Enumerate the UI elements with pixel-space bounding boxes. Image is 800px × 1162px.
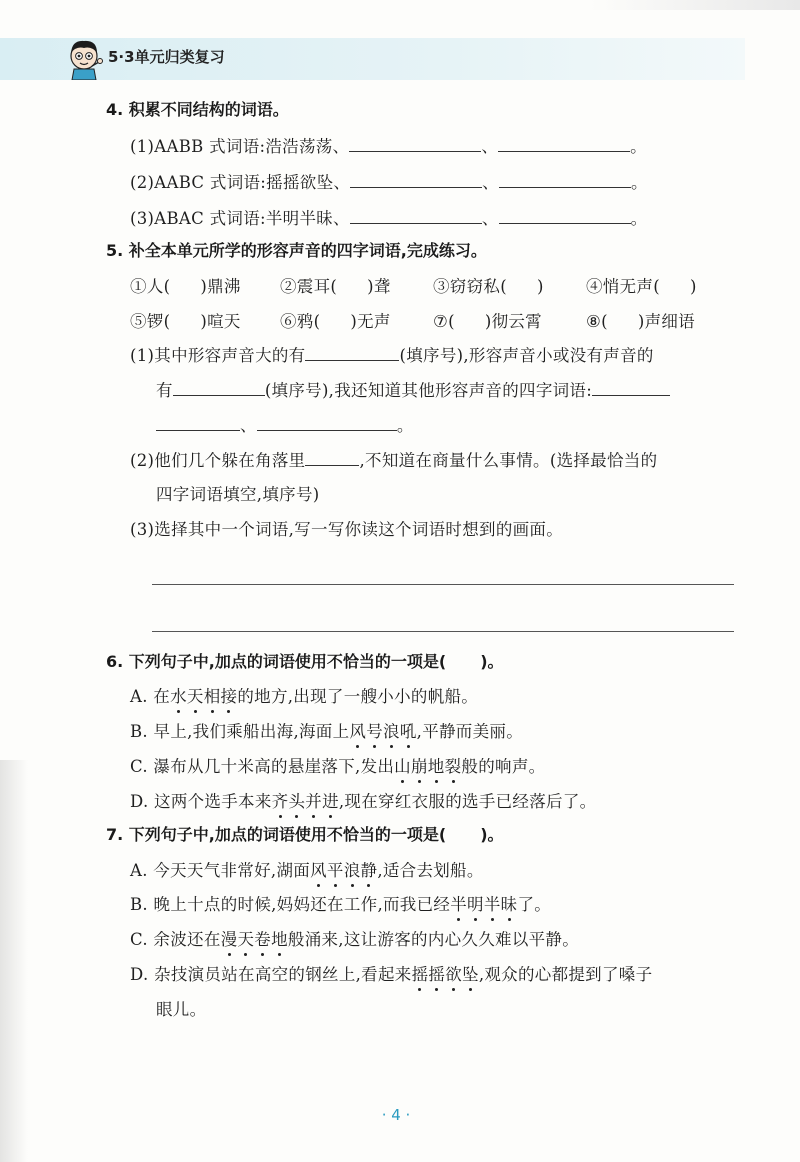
q5-sub1-blank-other-c[interactable] (257, 416, 397, 431)
dotted-char: 半 (450, 891, 467, 915)
q7-option-d-post: ,观众的心都提到了嗓子 (478, 965, 653, 984)
q7-option-b-dotted (450, 895, 517, 914)
q4-title: 4. 积累不同结构的词语。 (106, 100, 289, 119)
q5-sub1-blank-quiet[interactable] (173, 381, 265, 396)
dotted-char: 浪 (344, 857, 361, 881)
q4-item-1-blank-b[interactable] (498, 137, 630, 152)
q6-option-a-post: 的地方,出现了一艘小小的帆船。 (237, 687, 479, 706)
q5-sub2-b: ,不知道在商量什么事情。(选择最恰当的 (359, 451, 658, 470)
dotted-char: 相 (204, 683, 221, 707)
q6-option-d-pre: D. 这两个选手本来 (130, 792, 272, 811)
q5-sub1-blank-loud[interactable] (305, 346, 399, 361)
q4-item-1 (130, 133, 647, 157)
q5-sub1-b: (填序号),形容声音小或没有声音的 (399, 346, 654, 365)
q5-sub3-answer-line-1[interactable] (152, 584, 734, 585)
q6-option-a[interactable] (130, 683, 478, 707)
q5-word-2-a: ②震耳( (280, 277, 338, 296)
dotted-char: 平 (327, 857, 344, 881)
q4-item-1-sep: 、 (481, 137, 499, 156)
q5-word-5 (130, 308, 241, 332)
dotted-char: 风 (310, 857, 327, 881)
q5-word-5-a: ⑤锣( (130, 312, 171, 331)
q4-item-2-blank-b[interactable] (499, 173, 631, 188)
header-title: 5·3单元归类复习 (108, 48, 225, 66)
dotted-char: 天 (237, 926, 254, 950)
q7-option-a-dotted (310, 861, 377, 880)
q5-word-3 (433, 273, 544, 297)
dotted-char: 崩 (411, 753, 428, 777)
q6-option-d-post: ,现在穿红衣服的选手已经落后了。 (338, 792, 597, 811)
q4-item-2-blank-a[interactable] (350, 173, 482, 188)
q5-word-5-b: )喧天 (200, 312, 241, 331)
q6-option-c-post: 般的响声。 (461, 757, 546, 776)
q5-word-7-b: )彻云霄 (484, 312, 542, 331)
q5-sub1-d: (填序号),我还知道其他形容声音的四字词语: (264, 381, 593, 400)
q5-sub3: (3)选择其中一个词语,写一写你读这个词语时想到的画面。 (130, 520, 564, 539)
q6-option-b-dotted (349, 722, 416, 741)
q5-sub2-blank[interactable] (305, 451, 359, 466)
q7-option-c[interactable] (130, 926, 579, 950)
dotted-char: 天 (187, 683, 204, 707)
q5-sub1-sep: 、 (240, 416, 257, 435)
q5-word-4-b: ) (689, 277, 697, 296)
dotted-char: 地 (271, 926, 288, 950)
q6-option-c-pre: C. 瀑布从几十米高的悬崖落下,发出 (130, 757, 395, 776)
q5-sub1-end: 。 (396, 416, 414, 435)
q6-option-d-dotted (272, 792, 339, 811)
q5-word-1-b: )鼎沸 (200, 277, 241, 296)
dotted-char: 欲 (445, 961, 462, 985)
q7-option-a-post: ,适合去划船。 (377, 861, 484, 880)
dotted-char: 明 (467, 891, 484, 915)
q7-option-b-post: 了。 (517, 895, 552, 914)
q5-word-3-a: ③窃窃私( (433, 277, 507, 296)
q6-option-b[interactable] (130, 718, 523, 742)
q7-title-text: 7. 下列句子中,加点的词语使用不恰当的一项是( (106, 825, 447, 844)
q4-item-3 (130, 205, 647, 229)
q4-item-3-end: 。 (630, 209, 648, 228)
q7-title-end: )。 (480, 825, 504, 844)
dotted-char: 浪 (383, 718, 400, 742)
page-edge-shadow (0, 760, 28, 1162)
q5-word-8-a: ⑧( (586, 312, 608, 331)
q5-sub2-line2: 四字词语填空,填序号) (156, 485, 320, 504)
dotted-char: 静 (361, 857, 378, 881)
q6-option-b-pre: B. 早上,我们乘船出海,海面上 (130, 722, 350, 741)
mascot-boy-icon (62, 36, 106, 80)
q5-word-3-b: ) (536, 277, 544, 296)
dotted-char: 山 (394, 753, 411, 777)
dotted-char: 号 (366, 718, 383, 742)
dotted-char: 裂 (445, 753, 462, 777)
q6-title-text: 6. 下列句子中,加点的词语使用不恰当的一项是( (106, 652, 447, 671)
q7-option-d-pre: D. 杂技演员站在高空的钢丝上,看起来 (130, 965, 412, 984)
q4-item-3-blank-b[interactable] (499, 209, 631, 224)
q5-word-4-a: ④悄无声( (586, 277, 660, 296)
q4-item-2-sep: 、 (482, 173, 499, 192)
q5-sub1-line2 (156, 377, 670, 401)
q5-word-7 (433, 308, 542, 332)
dotted-char: 摇 (428, 961, 445, 985)
q5-word-2 (280, 273, 391, 297)
q5-word-8 (586, 308, 695, 332)
dotted-char: 风 (349, 718, 366, 742)
q5-word-7-a: ⑦( (433, 312, 455, 331)
q4-item-1-prefix: (1)AABB 式词语:浩浩荡荡、 (130, 137, 350, 156)
q5-sub1-blank-other-a[interactable] (592, 381, 670, 396)
q6-option-a-pre: A. 在 (130, 687, 171, 706)
dotted-char: 摇 (412, 961, 429, 985)
q6-option-d[interactable] (130, 788, 596, 812)
q5-sub1-line1 (130, 342, 654, 366)
q5-sub1-blank-other-b[interactable] (156, 416, 240, 431)
q7-option-d-continuation: 眼儿。 (156, 1000, 207, 1019)
q7-option-d[interactable] (130, 961, 652, 985)
q4-item-1-end: 。 (630, 137, 647, 156)
q4-item-1-blank-a[interactable] (349, 137, 481, 152)
dotted-char: 吼 (400, 718, 417, 742)
q7-option-b-pre: B. 晚上十点的时候,妈妈还在工作,而我已经 (130, 895, 451, 914)
q6-title-end: )。 (480, 652, 504, 671)
q5-sub1-a: (1)其中形容声音大的有 (130, 346, 306, 365)
dotted-char: 昧 (501, 891, 518, 915)
q7-option-c-dotted (221, 930, 288, 949)
q7-option-a-pre: A. 今天天气非常好,湖面 (130, 861, 311, 880)
q4-item-2 (130, 169, 648, 193)
q5-word-6-b: )无声 (350, 312, 391, 331)
q6-title (106, 649, 504, 672)
top-edge (590, 0, 800, 10)
q5-sub3-answer-line-2[interactable] (152, 631, 734, 632)
dotted-char: 水 (170, 683, 187, 707)
q6-option-c-dotted (394, 757, 461, 776)
q4-item-3-blank-a[interactable] (350, 209, 482, 224)
q5-sub2-a: (2)他们几个躲在角落里 (130, 451, 306, 470)
q5-word-1 (130, 273, 241, 297)
q6-option-a-dotted (170, 687, 237, 706)
q5-word-4 (586, 273, 697, 297)
q5-word-2-b: )聋 (367, 277, 391, 296)
q7-option-a[interactable] (130, 857, 484, 881)
dotted-char: 卷 (254, 926, 271, 950)
q7-title (106, 822, 504, 845)
dotted-char: 接 (221, 683, 238, 707)
q5-sub1-line3 (156, 412, 414, 436)
dotted-char: 并 (305, 788, 322, 812)
q5-word-1-a: ①人( (130, 277, 171, 296)
q6-option-c[interactable] (130, 753, 545, 777)
dotted-char: 进 (322, 788, 339, 812)
q7-option-d-dotted (412, 965, 479, 984)
dotted-char: 漫 (221, 926, 238, 950)
dotted-char: 头 (288, 788, 305, 812)
q7-option-c-pre: C. 余波还在 (130, 930, 221, 949)
q5-word-6-a: ⑥鸦( (280, 312, 321, 331)
q6-option-b-post: ,平静而美丽。 (416, 722, 524, 741)
dotted-char: 半 (484, 891, 501, 915)
q4-item-3-sep: 、 (481, 209, 499, 228)
q7-option-b[interactable] (130, 891, 551, 915)
dotted-char: 地 (428, 753, 445, 777)
page-number: · 4 · (381, 1106, 411, 1124)
q5-title: 5. 补全本单元所学的形容声音的四字词语,完成练习。 (106, 241, 487, 260)
q4-item-2-end: 。 (630, 173, 648, 192)
q7-option-c-post: 般涌来,这让游客的内心久久难以平静。 (287, 930, 580, 949)
q4-item-3-prefix: (3)ABAC 式词语:半明半昧、 (130, 209, 350, 228)
q5-sub1-c: 有 (156, 381, 173, 400)
q5-sub2-line1 (130, 447, 657, 471)
q4-item-2-prefix: (2)AABC 式词语:摇摇欲坠、 (130, 173, 351, 192)
dotted-char: 齐 (272, 788, 289, 812)
q5-word-8-b: )声细语 (637, 312, 695, 331)
q5-word-6 (280, 308, 391, 332)
dotted-char: 坠 (462, 961, 479, 985)
